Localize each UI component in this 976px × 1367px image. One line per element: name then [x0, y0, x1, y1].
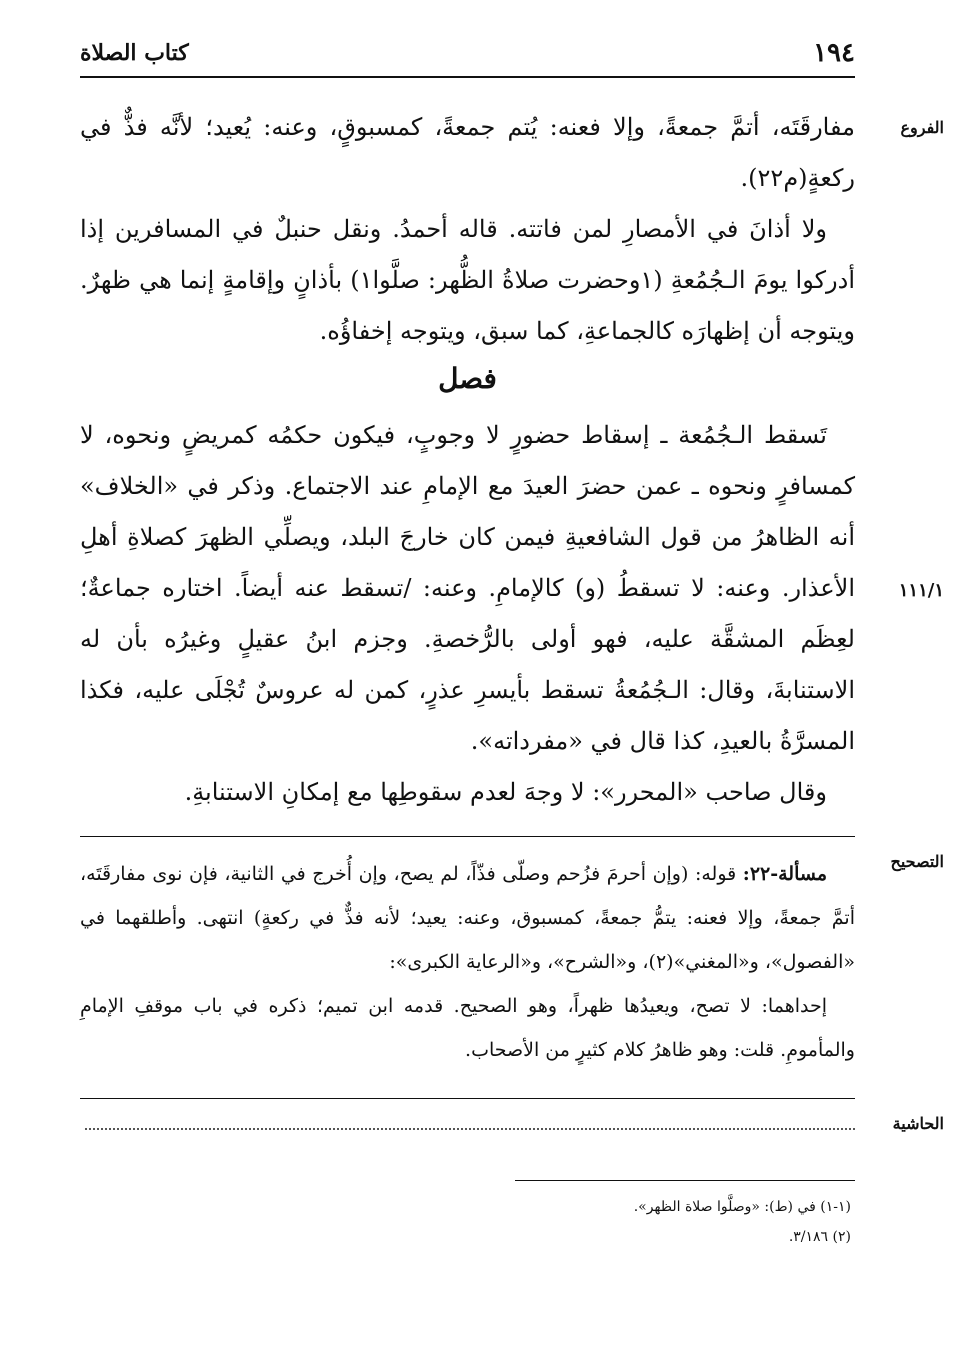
hashiya-rule: [80, 1098, 855, 1099]
tashih-masala-label: مسألة-٢٢:: [742, 863, 828, 885]
section-heading: فصل: [438, 362, 497, 395]
main-text-bottom: [80, 410, 855, 818]
footnote-1: (١-١) في (ط): «وصلَّوا صلاة الظهر».: [633, 1199, 851, 1215]
main-paragraph-1: مفارقَتَه، أتمَّ جمعةً، وإلا فعنه: يُتم جمعةً، كمسبوقٍ، وعنه: يُعيد؛ لأنَّه فذٌّ في ركعةٍ(م٢٢).: [80, 113, 855, 192]
margin-label-hashiya: الحاشية: [892, 1114, 944, 1133]
page-header: [80, 38, 855, 72]
page-number: ١٩٤: [813, 38, 855, 68]
margin-folio-number: ١١١/١: [898, 580, 944, 601]
footnote-2: (٢) ٣/١٨٦.: [788, 1229, 851, 1245]
tashih-paragraph-1: [80, 852, 855, 984]
margin-label-furu: الفروع: [900, 118, 944, 137]
footnotes: [431, 1192, 851, 1252]
footnote-rule: [515, 1180, 855, 1181]
header-rule: [80, 76, 855, 78]
hashiya-dotted-line: [85, 1128, 855, 1130]
tashih-paragraph-1-text: قوله: (وإن أحرمَ فزُحم وصلّى فذّاً، لم يصح، وإن أُخرج في الثانية، فإن نوى مفارقَتَه، أتمَّ جمعةً، وإلا فعنه: يتمُّ جمعةً، كمسبوق، وعنه: يعيد؛ لأنه فذٌّ في ركعةٍ) انتهى. وأطلقهما في «الفصول»، و«المغني»(٢)، و«الشرح»، و«الرعاية الكبرى»:: [80, 863, 855, 973]
main-paragraph-3: تَسقط الـجُمُعة ـ إسقاط حضورٍ لا وجوبٍ، فيكون حكمُه كمريضٍ ونحوه، لا كمسافرٍ ونحوه ـ عمن حضرَ العيدَ مع الإمامِ عند الاجتماع. وذكر في «الخلاف» أنه الظاهرُ من قول الشافعيةِ فيمن كان خارجَ البلد، ويصلِّي الظهرَ كصلاةِ أهلِ الأعذار. وعنه: لا تسقطُ (و) كالإمامِ. وعنه: /تسقط عنه أيضاً. اختاره جماعةٌ؛ لعِظَم المشقَّة عليه، فهو أولى بالرُّخصةِ. وجزم ابنُ عقيلٍ وغيرُه بأن له الاستنابةَ، وقال: الـجُمُعةُ تسقط بأيسرِ عذرٍ، كمن له عروسٌ تُجْلَى عليه، فكذا المسرَّةُ بالعيدِ، كذا قال في «مفرداته».: [80, 421, 856, 755]
main-paragraph-4: وقال صاحب «المحرر»: لا وجهَ لعدم سقوطِها مع إمكانِ الاستنابةِ.: [184, 778, 827, 806]
tashih-rule: [80, 836, 855, 837]
tashih-paragraph-2: إحداهما: لا تصح، ويعيدُها ظهراً، وهو الصحيح. قدمه ابن تميم؛ ذكره في باب موقفِ الإمامِ والمأمومِ. قلت: وهو ظاهرُ كلام كثيرٍ من الأصحاب.: [80, 995, 855, 1061]
main-text-top: [80, 102, 855, 357]
margin-label-tashih: التصحيح: [890, 852, 944, 871]
main-paragraph-2: ولا أذانَ في الأمصارِ لمن فاتته. قاله أحمدُ. ونقل حنبلٌ في المسافرين إذا أدركوا يومَ الـجُمُعةِ (١وحضرت صلاةُ الظُّهر: صلَّوا١) بأذانٍ وإقامةٍ إنما هي ظهرٌ. ويتوجه أن إظهارَه كالجماعةِ، كما سبق، ويتوجه إخفاؤُه.: [80, 215, 855, 345]
book-title: كتاب الصلاة: [80, 40, 189, 66]
tashih-text: [80, 852, 855, 1072]
